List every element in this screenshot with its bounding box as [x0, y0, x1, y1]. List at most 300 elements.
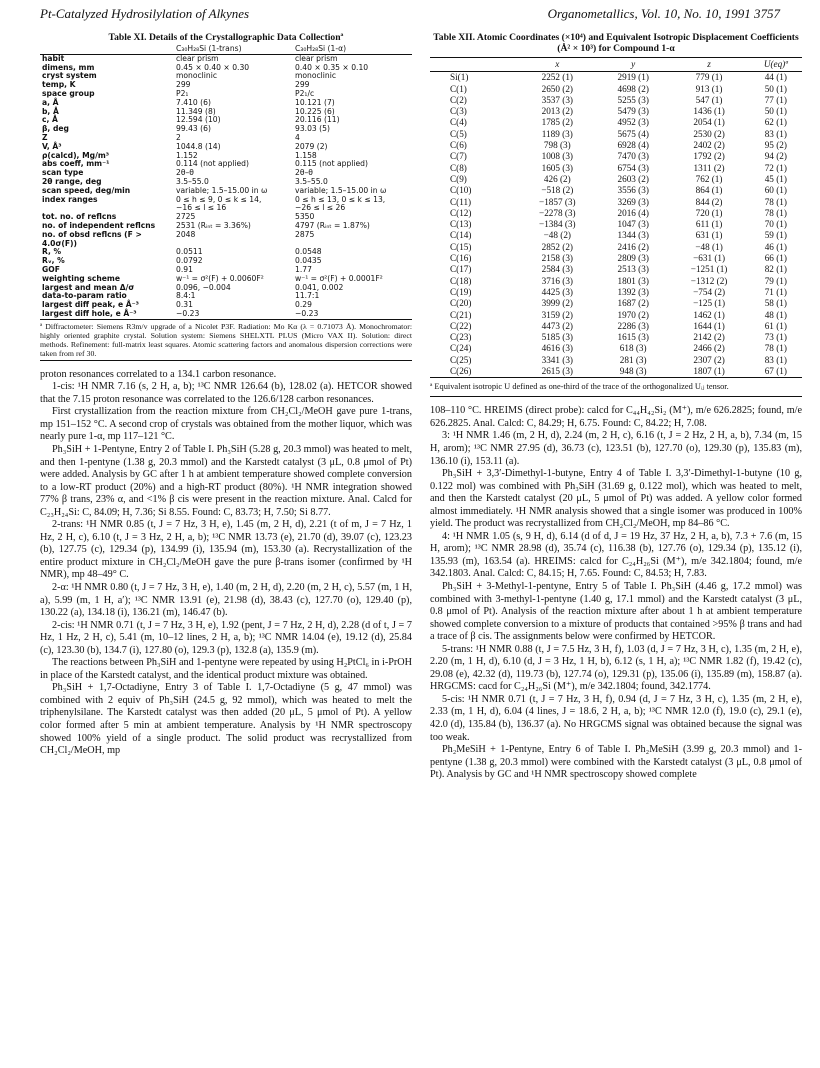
table-12-cell: 281 (3) [619, 354, 647, 365]
table-11-cell: 0.0548 [295, 247, 322, 257]
table-12-row [430, 230, 802, 241]
table-12-cell: 2286 (3) [617, 320, 649, 331]
table-11-cell: 0.115 (not applied) [295, 159, 368, 169]
table-11-row-label: cryst system [42, 71, 97, 81]
table-11-row-label: V, Å³ [42, 141, 62, 151]
table-12 [430, 57, 802, 377]
table-11-cell: w⁻¹ = σ²(F) + 0.0060F² [176, 273, 264, 283]
table-12-cell: 60 (1) [764, 185, 787, 196]
left-column [40, 32, 412, 758]
table-11-cell: 2θ–θ [295, 168, 313, 178]
atom-label: C(24) [450, 343, 472, 354]
table-12-cell: 720 (1) [695, 207, 723, 218]
table-11-row [40, 310, 412, 319]
table-12-cell: 2307 (2) [693, 354, 725, 365]
table-12-cell: 1615 (3) [617, 332, 649, 343]
table-11-cell: 10.225 (6) [295, 106, 335, 116]
table-11-cell: 0.114 (not applied) [176, 159, 249, 169]
table-12-cell: 78 (1) [764, 196, 787, 207]
atom-label: C(8) [450, 162, 467, 173]
atom-label: C(15) [450, 241, 472, 252]
running-title: Pt-Catalyzed Hydrosilylation of Alkynes [40, 6, 250, 21]
table-11-caption: Table XI. Details of the Crystallographic Data Collectionª [108, 32, 344, 43]
table-11-cell: 2725 [176, 212, 196, 222]
table-11-cell: 2 [176, 132, 181, 142]
table-11-cell: 299 [176, 80, 191, 90]
table-12-cell: 5479 (3) [617, 106, 649, 117]
table-11-row-label: data-to-param ratio [42, 291, 127, 301]
table-11-cell: 1.77 [295, 264, 312, 274]
atom-label: C(25) [450, 354, 472, 365]
table-11-row-label: temp, K [42, 80, 76, 90]
table-12-cell: 48 (1) [764, 309, 787, 320]
table-12-row [430, 197, 802, 208]
table-12-row [430, 264, 802, 275]
table-12-cell: 61 (1) [764, 320, 787, 331]
table-11-row [40, 257, 412, 266]
table-12-cell: 82 (1) [764, 264, 787, 275]
table-12-row [430, 310, 802, 321]
table-11-row-label: index ranges [42, 194, 98, 204]
table-11-cell: 1044.8 (14) [176, 141, 221, 151]
table-11-row-label: weighting scheme [42, 273, 120, 283]
table-12-row [430, 242, 802, 253]
table-12-cell: −1251 (1) [690, 264, 728, 275]
table-12-cell: 611 (1) [695, 219, 723, 230]
table-11-cell: 2531 (Rᵢₙₜ = 3.36%) [176, 220, 251, 230]
table-12-cell: 6754 (3) [617, 162, 649, 173]
table-12-cell: 5185 (3) [541, 332, 573, 343]
table-11-cell: 99.43 (6) [176, 124, 211, 134]
table-12-cell: 2158 (3) [541, 253, 573, 264]
table-12-cell: 1189 (3) [541, 128, 573, 139]
table-11-row-label: GOF [42, 264, 60, 274]
table-12-cell: 2603 (2) [617, 173, 649, 184]
paragraph: 2-α: ¹H NMR 0.80 (t, J = 7 Hz, 3 H, e), 1.40 (m, 2 H, d), 2.20 (m, 2 H, c), 5.57 (m, 1 H, a), 5.99 (m, 1 H, a′); ¹³C NMR 13.91 (e), 21.98 (d), 38.43 (c), 127.70 (o), 129.40 (p), 130.22 (a), 134.18 (i), 136.21 (m), 146.47 (b). [40, 582, 412, 619]
table-12-cell: −518 (2) [541, 185, 574, 196]
table-11-cell: 0.40 × 0.35 × 0.10 [295, 62, 369, 72]
table-12-cell: 1801 (3) [617, 275, 649, 286]
table-12-cell: 95 (2) [764, 140, 787, 151]
table-11-cell: 0.29 [295, 300, 312, 310]
atom-label: C(7) [450, 151, 467, 162]
table-11-row-label: a, Å [42, 97, 59, 107]
atom-label: C(16) [450, 253, 472, 264]
table-12-cell: 2919 (1) [617, 72, 649, 83]
table-11-cell: monoclinic [295, 71, 336, 81]
table-12-cell: 1687 (2) [617, 298, 649, 309]
table-12-cell: 4952 (3) [617, 117, 649, 128]
table-11-cell: P2₁/c [295, 88, 315, 98]
table-12-cell: 1792 (2) [693, 151, 725, 162]
table-12-cell: 3999 (2) [541, 298, 573, 309]
table-11-cell: 7.410 (6) [176, 97, 211, 107]
atom-label: C(22) [450, 320, 472, 331]
table-11-cell: 11.349 (8) [176, 106, 216, 116]
table-11-cell: 2θ–θ [176, 168, 194, 178]
table-11-cell: −0.23 [176, 308, 200, 318]
table-11-bottom-rule [40, 319, 412, 320]
table-11-cell: 5350 [295, 212, 315, 222]
table-11-cell: variable; 1.5–15.00 in ω [176, 185, 268, 195]
table-11-cell: 8.4:1 [176, 291, 196, 301]
table-12-row [430, 151, 802, 162]
table-12-cell: 3537 (3) [541, 94, 573, 105]
table-12-cell: 2416 (2) [617, 241, 649, 252]
table-11-row [40, 108, 412, 117]
table-12-footnote: ª Equivalent isotropic U defined as one-third of the trace of the orthogonalized Uᵢⱼ tensor. [430, 382, 729, 392]
table-12-cell: 2650 (2) [541, 83, 573, 94]
table-12-cell: 1807 (1) [693, 366, 725, 377]
table-11-row [40, 125, 412, 134]
table-11-cell: 93.03 (5) [295, 124, 330, 134]
atom-label: C(9) [450, 173, 467, 184]
table-12-cell: 1605 (3) [541, 162, 573, 173]
table-12-cell: 1344 (3) [617, 230, 649, 241]
atom-label: C(21) [450, 309, 472, 320]
paragraph: First crystallization from the reaction mixture from CH₂Cl₂/MeOH gave pure 1-trans, mp 151–152 °C. A second crop of crystals was obtained from the mother liquor, which was nearly pure 1-α, mp 117–121 °C. [40, 406, 412, 443]
table-12-cell: 3269 (3) [617, 196, 649, 207]
table-12-cell: 547 (1) [695, 94, 723, 105]
table-12-cell: 426 (2) [543, 173, 571, 184]
table-12-cell: 77 (1) [764, 94, 787, 105]
table-12-row [430, 140, 802, 151]
table-12-cell: 44 (1) [764, 72, 787, 83]
table-11-cell: 10.121 (7) [295, 97, 335, 107]
atom-label: C(12) [450, 207, 472, 218]
table-12-cell: 618 (3) [619, 343, 647, 354]
table-11-cell: −0.23 [295, 308, 319, 318]
table-12-cell: 2513 (3) [617, 264, 649, 275]
table-11-cell: 4 [295, 132, 300, 142]
table-11-row-label: largest diff hole, e Å⁻³ [42, 308, 137, 318]
table-11-cell: variable; 1.5–15.00 in ω [295, 185, 387, 195]
table-11-row-label: 2θ range, deg [42, 176, 102, 186]
table-12-header: y [598, 58, 669, 72]
paragraph: 5-cis: ¹H NMR 0.71 (t, J = 7 Hz, 3 H, f), 0.94 (d, J = 7 Hz, 3 H, c), 1.35 (m, 2 H, e), 2.33 (m, 1 H, d), 6.04 (4 lines, J = 18.6, 2 H, a, b); ¹³C NMR 12.0 (f), 19.0 (c), 29.1 (e), 42.0 (d), 135.84 (b), 136.37 (a). No HRGCMS signal was obtained because the signal was too weak. [430, 693, 802, 743]
table-12-cell: 83 (1) [764, 354, 787, 365]
table-12-cell: −1384 (3) [539, 219, 576, 230]
table-11-row [40, 248, 412, 257]
table-12-cell: 1311 (2) [693, 162, 725, 173]
table-12-row [430, 276, 802, 287]
table-12-bottom-rule [430, 377, 802, 378]
table-11-row-label: b, Å [42, 106, 59, 116]
table-12-cell: 4473 (2) [541, 320, 573, 331]
table-12-cell: 3716 (3) [541, 275, 573, 286]
table-11-cell: 3.5–55.0 [295, 176, 328, 186]
table-12-row [430, 174, 802, 185]
table-11-row [40, 160, 412, 169]
atom-label: C(18) [450, 275, 472, 286]
table-11-cell: 12.594 (10) [176, 115, 221, 125]
table-11-cell: clear prism [295, 53, 338, 63]
table-11-cell: 0.0435 [295, 256, 322, 266]
atom-label: C(6) [450, 140, 467, 151]
table-12-row [430, 72, 802, 84]
table-12-cell: 2852 (2) [541, 241, 573, 252]
table-12-cell: 5675 (4) [617, 128, 649, 139]
paragraph: 2-cis: ¹H NMR 0.71 (t, J = 7 Hz, 3 H, e), 1.92 (pent, J = 7 Hz, 2 H, d), 2.28 (d of t, J = 7 Hz, 1 Hz, 2 H, c), 5.41 (m, 10–12 lines, 2 H, a, b); ¹³C NMR 14.04 (e), 19.12 (d), 25.84 (c), 123.30 (b), 134.7 (i), 127.80 (o), 129.3 (p), 132.8 (a), 135.9 (m). [40, 619, 412, 656]
paragraph: Ph₃SiH + 3-Methyl-1-pentyne, Entry 5 of Table I. Ph₃SiH (4.46 g, 17.2 mmol) was combined with 3-methyl-1-pentyne (1.40 g, 17.1 mmol) and the Karstedt catalyst (3 μL, 0.8 μmol of Pt). Analysis of the reaction mixture after about 1 h at ambient temperature showed complete conversion to a mixture of products that contained >95% β trans and had a trace of β cis. The assignments below were confirmed by HETCOR. [430, 580, 802, 643]
table-12-cell: −754 (2) [693, 286, 726, 297]
table-11-cell: 0.096, −0.004 [176, 282, 231, 292]
divider [40, 360, 412, 361]
table-11-cell: 4797 (Rᵢₙₜ = 1.87%) [295, 220, 370, 230]
table-12-header: x [517, 58, 598, 72]
table-11-row-label: abs coeff, mm⁻¹ [42, 159, 110, 169]
table-11-row [40, 81, 412, 90]
table-11-header: C₃₀H₂₈Si (1-α) [293, 45, 412, 54]
table-12-cell: −125 (1) [693, 298, 726, 309]
right-body-text [430, 405, 802, 781]
journal-citation: Organometallics, Vol. 10, No. 10, 1991 3757 [547, 6, 780, 21]
table-12-header-row [430, 58, 802, 72]
table-12-cell: 4425 (3) [541, 286, 573, 297]
paragraph: 108–110 °C. HREIMS (direct probe): calcd for C₄₄H₄₂Si₂ (M⁺), m/e 626.2825; found, m/e 626.2825. Anal. Calcd: C, 84.29; H, 6.75. Found: C, 84.22; H, 7.08. [430, 405, 802, 429]
table-12-cell: 46 (1) [764, 241, 787, 252]
table-12-cell: 779 (1) [695, 72, 723, 83]
table-12-row [430, 106, 802, 117]
table-12-cell: 5255 (3) [617, 94, 649, 105]
table-11-row-label: habit [42, 53, 65, 63]
table-12-row [430, 84, 802, 95]
table-11-cell: −26 ≤ l ≤ 26 [295, 203, 346, 213]
table-12-cell: 2252 (1) [541, 72, 573, 83]
table-12-cell: 762 (1) [695, 173, 723, 184]
table-11-cell: 11.7:1 [295, 291, 320, 301]
table-12-cell: 864 (1) [695, 185, 723, 196]
table-11-row-label: dimens, mm [42, 62, 95, 72]
table-11-row-label: Z [42, 132, 48, 142]
atom-label: C(19) [450, 286, 472, 297]
table-12-row [430, 129, 802, 140]
table-12-cell: 3341 (3) [541, 354, 573, 365]
table-11-header-row [40, 45, 412, 54]
table-12-cell: 2584 (3) [541, 264, 573, 275]
table-12-row [430, 298, 802, 309]
table-12-cell: 631 (1) [695, 230, 723, 241]
table-12-cell: −48 (2) [543, 230, 571, 241]
table-12-cell: 66 (1) [764, 253, 787, 264]
table-11-row [40, 116, 412, 125]
divider [430, 396, 802, 397]
atom-label: C(26) [450, 366, 472, 377]
table-12-cell: 844 (2) [695, 196, 723, 207]
table-11-row [40, 90, 412, 99]
atom-label: C(11) [450, 196, 472, 207]
table-11-header: C₃₀H₂₈Si (1-trans) [174, 45, 293, 54]
table-12-cell: 913 (1) [695, 83, 723, 94]
table-12-row [430, 253, 802, 264]
table-11-footnote: ª Diffractometer: Siemens R3m/v upgrade of a Nicolet P3F. Radiation: Mo Kα (λ = 0.71073 Å). Monochromator: highly oriented graphite crystal. Solution system: Siemens SHELXTL PLUS (Micro VAX II). Solution: direct methods. Refinement: full-matrix least squares. Atomic scattering factors and anomalous dispersion corrections were taken from ref 30. [40, 321, 412, 358]
table-12-cell: 2016 (4) [617, 207, 649, 218]
left-body-text [40, 369, 412, 758]
table-12-cell: 59 (1) [764, 230, 787, 241]
table-12-cell: 83 (1) [764, 128, 787, 139]
table-12-cell: 2466 (2) [693, 343, 725, 354]
paragraph: 3: ¹H NMR 1.46 (m, 2 H, d), 2.24 (m, 2 H, c), 6.16 (t, J = 2 Hz, 2 H, a, b), 7.34 (m, 15 H, arom); ¹³C NMR 27.95 (d), 36.73 (c), 123.51 (b), 127.70 (o), 129.30 (p), 135.83 (m), 136.10 (i), 153.11 (a). [430, 430, 802, 467]
table-11-cell: w⁻¹ = σ²(F) + 0.0001F² [295, 273, 383, 283]
table-12-cell: 4698 (2) [617, 83, 649, 94]
table-12-cell: 798 (3) [543, 140, 571, 151]
table-12-row [430, 208, 802, 219]
paragraph: proton resonances correlated to a 134.1 carbon resonance. [40, 368, 277, 380]
table-12-header [430, 58, 517, 72]
table-11-row [40, 196, 412, 205]
table-12-cell: 1436 (1) [693, 106, 725, 117]
table-12-cell: 73 (1) [764, 332, 787, 343]
atom-label: C(13) [450, 219, 472, 230]
table-12-row [430, 332, 802, 343]
table-12-cell: 7470 (3) [617, 151, 649, 162]
table-12-cell: 1392 (3) [617, 286, 649, 297]
table-11-cell: 0.0511 [176, 247, 203, 257]
table-12-header: z [669, 58, 750, 72]
table-12-cell: 2142 (2) [693, 332, 725, 343]
table-12-row [430, 95, 802, 106]
table-12-cell: 2530 (2) [693, 128, 725, 139]
table-11-cell: P2₁ [176, 88, 189, 98]
table-12-cell: 78 (1) [764, 207, 787, 218]
table-12-cell: 1644 (1) [693, 320, 725, 331]
table-11-cell: clear prism [176, 53, 219, 63]
table-12-row [430, 163, 802, 174]
table-12-cell: 79 (1) [764, 275, 787, 286]
table-11-row-label: tot. no. of reflcns [42, 212, 117, 222]
table-11-cell: 0 ≤ h ≤ 13, 0 ≤ k ≤ 13, [295, 194, 386, 204]
atom-label: C(2) [450, 94, 467, 105]
table-12-cell: 50 (1) [764, 106, 787, 117]
table-12-cell: 4616 (3) [541, 343, 573, 354]
table-12-row [430, 287, 802, 298]
table-12-caption: Table XII. Atomic Coordinates (×10⁴) and Equivalent Isotropic Displacement Coefficients (Å² × 10³) for Compound 1-α [433, 32, 799, 54]
table-11-cell: 3.5–55.0 [176, 176, 209, 186]
table-12-cell: −631 (1) [693, 253, 726, 264]
table-11-row-label: largest diff peak, e Å⁻³ [42, 300, 139, 310]
table-11-cell: 2875 [295, 229, 315, 239]
table-11-cell: 0.041, 0.002 [295, 282, 344, 292]
paragraph: 1-cis: ¹H NMR 7.16 (s, 2 H, a, b); ¹³C NMR 126.64 (b), 128.02 (a). HETCOR showed that the 7.15 proton resonance was correlated to the 126.6/128 carbon resonances. [40, 381, 412, 405]
table-12-row [430, 185, 802, 196]
table-12-cell: 2013 (2) [541, 106, 573, 117]
table-11-row-label: scan speed, deg/min [42, 185, 131, 195]
table-12-cell: 1970 (2) [617, 309, 649, 320]
table-12-cell: 1008 (3) [541, 151, 573, 162]
atom-label: Si(1) [450, 72, 469, 83]
table-11-row [40, 134, 412, 143]
table-11-row-label: β, deg [42, 124, 69, 134]
table-12-cell: 6928 (4) [617, 140, 649, 151]
table-12-cell: 1462 (1) [693, 309, 725, 320]
table-12-cell: −2278 (3) [539, 207, 576, 218]
paragraph: 5-trans: ¹H NMR 0.88 (t, J = 7.5 Hz, 3 H, f), 1.03 (d, J = 7 Hz, 3 H, c), 1.35 (m, 2 H, e), 2.20 (m, 1 H, d), 6.10 (d, J = 3 Hz, 1 H, b), 6.12 (s, 1 H, a); ¹³C NMR 1.82 (f), 19.42 (c), 29.08 (e), 42.32 (d), 119.73 (b), 127.74 (o), 129.31 (p), 135.06 (i), 135.89 (m), 158.87 (a). HRGCMS: cacd for C₂₄H₂₆Si (M⁺), m/e 342.1804; found, 342.1774. [430, 643, 802, 693]
table-11-cell: 0.45 × 0.40 × 0.30 [176, 62, 250, 72]
table-12-cell: −48 (1) [695, 241, 723, 252]
table-11-cell: 0.31 [176, 300, 193, 310]
table-11-row [40, 99, 412, 108]
paragraph: Ph₃SiH + 1-Pentyne, Entry 2 of Table I. Ph₃SiH (5.28 g, 20.3 mmol) was heated to melt, and then 1-pentyne (1.38 g, 20.3 mmol) and the Karstedt catalyst (3 μL, 0.8 μmol of Pt) were added. Analysis by GC after 1 h at ambient temperature showed complete conversion to a low-RT product (20%) and a high-RT product (80%). ¹H NMR integration showed 77% β trans, 23% α, and <1% β cis were present in the reaction mixture. Anal. Calcd for C₂₃H₂₄Si: C, 84.09; H, 7.36; Si 8.55. Found: C, 83.73; H, 7.50; Si 8.77. [40, 443, 412, 518]
table-12-cell: 72 (1) [764, 162, 787, 173]
atom-label: C(5) [450, 128, 467, 139]
table-12-cell: 70 (1) [764, 219, 787, 230]
table-12-cell: 62 (1) [764, 117, 787, 128]
table-12-row [430, 321, 802, 332]
table-11-cell: 0.0792 [176, 256, 203, 266]
right-column [430, 32, 802, 782]
paragraph: 2-trans: ¹H NMR 0.85 (t, J = 7 Hz, 3 H, e), 1.45 (m, 2 H, d), 2.21 (t of m, J = 7 Hz, 1 Hz, 2 H, c), 6.10 (t, J = 3 Hz, 2 H, a, b); ¹³C NMR 13.73 (e), 21.70 (d), 39.07 (c), 123.23 (b), 127.75 (c), 129.34 (p), 134.99 (i), 135.94 (m), 153.30 (a). Recrystallization of the entire product mixture in CH₂Cl₂/MeOH gave the pure β-trans isomer (confirmed by ¹H NMR), mp 48–49° C. [40, 519, 412, 581]
table-12-body [430, 72, 802, 378]
table-11-row [40, 72, 412, 81]
table-12-row [430, 117, 802, 128]
table-11-cell: 2048 [176, 229, 196, 239]
table-11-row-label: largest and mean Δ/σ [42, 282, 135, 292]
table-12-header: U(eq)ª [750, 58, 802, 72]
table-12-cell: 2809 (3) [617, 253, 649, 264]
table-12-cell: 58 (1) [764, 298, 787, 309]
table-12-cell: 3556 (3) [617, 185, 649, 196]
atom-label: C(4) [450, 117, 467, 128]
table-12-cell: 45 (1) [764, 173, 787, 184]
table-11-cell: 1.158 [295, 150, 317, 160]
table-11-row-label: c, Å [42, 115, 58, 125]
table-12-cell: 2402 (2) [693, 140, 725, 151]
table-12-cell: 1785 (2) [541, 117, 573, 128]
table-11-cell: 0.91 [176, 264, 193, 274]
table-12-cell: −1312 (2) [690, 275, 728, 286]
atom-label: C(23) [450, 332, 472, 343]
atom-label: C(14) [450, 230, 472, 241]
table-12-cell: 71 (1) [764, 286, 787, 297]
table-11-cell: 20.116 (11) [295, 115, 340, 125]
atom-label: C(10) [450, 185, 472, 196]
atom-label: C(3) [450, 106, 467, 117]
table-12-cell: 3159 (2) [541, 309, 573, 320]
table-12-cell: 78 (1) [764, 343, 787, 354]
table-11-header [40, 45, 174, 54]
table-11-cell: −16 ≤ l ≤ 16 [176, 203, 227, 213]
table-11-row-label: R, % [42, 247, 62, 257]
table-12-cell: 1047 (3) [617, 219, 649, 230]
table-12-cell: 50 (1) [764, 83, 787, 94]
table-12-cell: 2054 (1) [693, 117, 725, 128]
table-12-row [430, 343, 802, 354]
atom-label: C(17) [450, 264, 472, 275]
running-header [40, 6, 780, 26]
table-11-cell: 0 ≤ h ≤ 9, 0 ≤ k ≤ 14, [176, 194, 262, 204]
table-11 [40, 45, 412, 319]
table-11-row-label: no. of obsd reflcns (F > 4.0σ(F)) [42, 229, 142, 248]
table-11-row-label: space group [42, 88, 95, 98]
table-11-row-label: ρ(calcd), Mg/m³ [42, 150, 110, 160]
table-12-cell: 94 (2) [764, 151, 787, 162]
table-11-row-label: no. of independent reflcns [42, 220, 156, 230]
table-11-row [40, 231, 412, 249]
table-11-row-label: Rᵥ, % [42, 256, 65, 266]
paragraph: Ph₃SiH + 3,3′-Dimethyl-1-butyne, Entry 4 of Table I. 3,3′-Dimethyl-1-butyne (10 g, 0.122 mol) was combined with Ph₃SiH (31.69 g, 0.122 mol), which was heated to melt, and then the Karstedt catalyst (20 μL, 5 μmol of Pt) was added. A yellow color formed almost immediately. ¹H NMR analysis showed that a single isomer was produced in 100% yield. The product was recrystallized from CH₂Cl₂/MeOH, mp 84–86 °C. [430, 468, 802, 530]
table-11-body [40, 54, 412, 318]
table-11-row-label: scan type [42, 168, 84, 178]
atom-label: C(1) [450, 83, 467, 94]
table-11-cell: 2079 (2) [295, 141, 328, 151]
table-12-row [430, 219, 802, 230]
table-12-cell: 2615 (3) [541, 366, 573, 377]
table-11-cell: 1.152 [176, 150, 198, 160]
paragraph: 4: ¹H NMR 1.05 (s, 9 H, d), 6.14 (d of d, J = 19 Hz, 37 Hz, 2 H, a, b), 7.3 + 7.6 (m, 15 H, arom); ¹³C NMR 28.98 (d), 35.74 (c), 116.38 (b), 127.76 (o), 129.34 (p), 135.12 (i), 135.93 (m), 163.54 (a). HREIMS: calcd for C₂₄H₂₆Si (M⁺), m/e 342.1804; found, m/e 342.1803. Anal. Calcd: C, 84.15; H, 7.65. Found: C, 84.53; H, 7.83. [430, 530, 802, 580]
table-12-row [430, 355, 802, 366]
table-12-cell: 67 (1) [764, 366, 787, 377]
table-12-cell: 948 (3) [619, 366, 647, 377]
